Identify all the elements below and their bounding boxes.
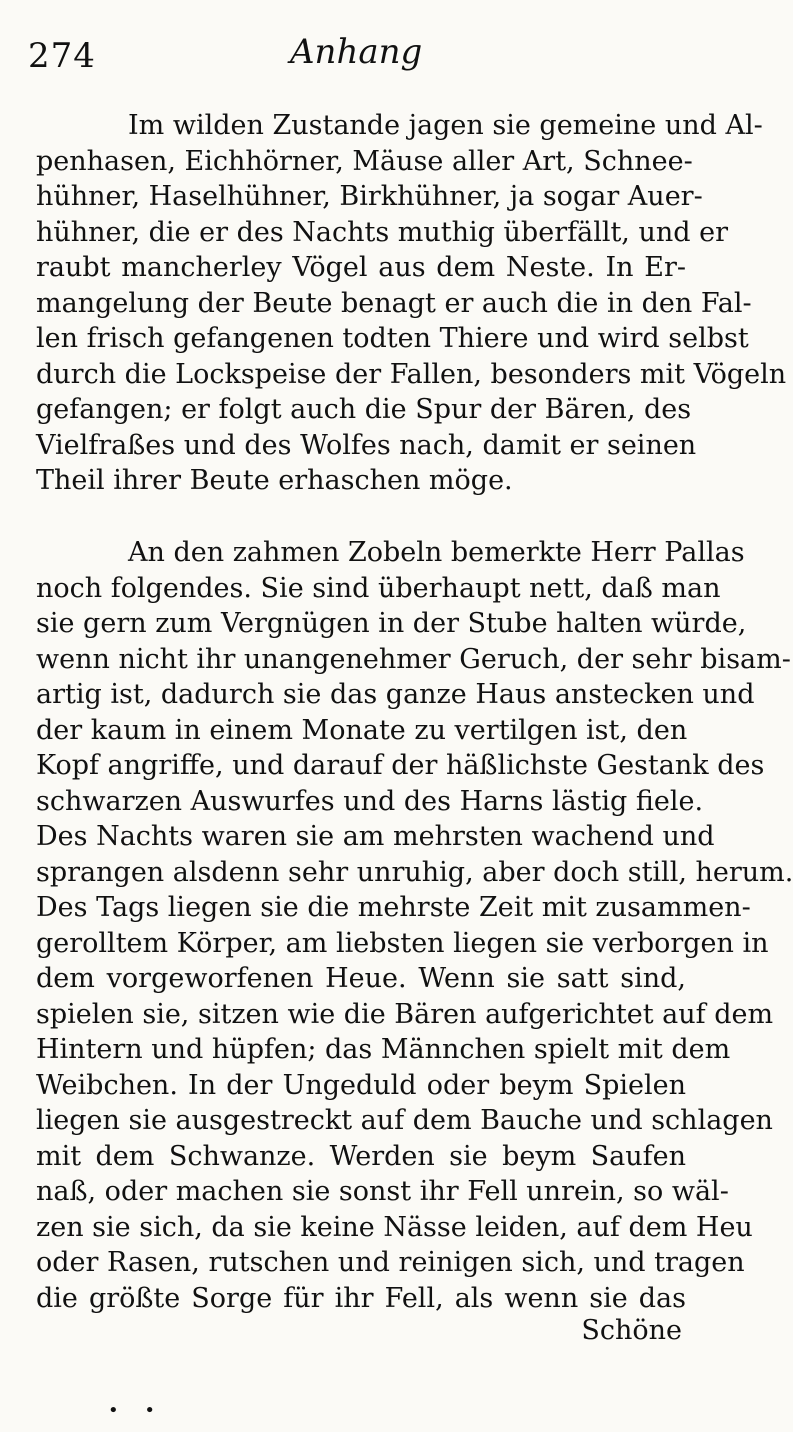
text-line: Hintern und hüpfen; das Männchen spielt mit dem	[36, 1034, 731, 1065]
text-line: noch folgendes. Sie sind überhaupt nett, daß man	[36, 572, 721, 604]
text-line: raubt mancherley Vögel aus dem Neste. In Er-	[36, 252, 686, 283]
text-line: dem vorgeworfenen Heue. Wenn sie satt sind,	[36, 963, 686, 994]
text-line: len frisch gefangenen todten Thiere und wird selbst	[36, 323, 749, 354]
text-line: artig ist, dadurch sie das ganze Haus anstecken und	[36, 679, 755, 710]
paragraph-1	[36, 108, 787, 499]
page-number: 274	[28, 36, 96, 76]
text-line: Im wilden Zustande jagen sie gemeine und Al-	[128, 110, 763, 141]
text-line: gefangen; er folgt auch die Spur der Bären, des	[36, 394, 692, 425]
text-line: Weibchen. In der Ungeduld oder beym Spielen	[36, 1069, 686, 1101]
text-line: die größte Sorge für ihr Fell, als wenn sie das	[36, 1282, 686, 1314]
running-head: Anhang	[290, 32, 423, 72]
text-line: Des Tags liegen sie die mehrste Zeit mit zusammen-	[36, 892, 751, 923]
text-line: durch die Lockspeise der Fallen, besonders mit Vögeln	[36, 358, 787, 390]
text-line: naß, oder machen sie sonst ihr Fell unrein, so wäl-	[36, 1176, 729, 1207]
text-line: Des Nachts waren sie am mehrsten wachend und	[36, 821, 715, 852]
text-line: gerolltem Körper, am liebsten liegen sie verborgen in	[36, 927, 769, 959]
text-line: zen sie sich, da sie keine Nässe leiden, auf dem Heu	[36, 1211, 753, 1243]
paragraph-2	[36, 535, 793, 1316]
catchword: Schöne	[581, 1315, 682, 1346]
text-line: mit dem Schwanze. Werden sie beym Saufen	[36, 1140, 686, 1172]
text-line: hühner, Haselhühner, Birkhühner, ja sogar Auer-	[36, 181, 703, 212]
text-line: An den zahmen Zobeln bemerkte Herr Pallas	[128, 537, 745, 568]
text-line: wenn nicht ihr unangenehmer Geruch, der sehr bisam-	[36, 643, 791, 675]
text-line: Kopf angriffe, und darauf der häßlichste Gestank des	[36, 750, 765, 781]
text-line: spielen sie, sitzen wie die Bären aufgerichtet auf dem	[36, 998, 774, 1030]
text-line: schwarzen Auswurfes und des Harns lästig fiele.	[36, 785, 704, 817]
text-line: hühner, die er des Nachts muthig überfällt, und er	[36, 216, 729, 248]
text-line: mangelung der Beute benagt er auch die in den Fal-	[36, 287, 752, 319]
footer-marks: • •	[108, 1400, 165, 1421]
text-line: Theil ihrer Beute erhaschen möge.	[36, 465, 513, 496]
text-line: liegen sie ausgestreckt auf dem Bauche und schlagen	[36, 1105, 773, 1136]
text-line: Vielfraßes und des Wolfes nach, damit er seinen	[36, 429, 697, 461]
text-line: sie gern zum Vergnügen in der Stube halten würde,	[36, 608, 747, 639]
text-line: oder Rasen, rutschen und reinigen sich, und tragen	[36, 1247, 745, 1278]
text-line: der kaum in einem Monate zu vertilgen ist, den	[36, 714, 688, 746]
text-line: sprangen alsdenn sehr unruhig, aber doch still, herum.	[36, 856, 793, 888]
text-line: penhasen, Eichhörner, Mäuse aller Art, Schnee-	[36, 145, 693, 177]
